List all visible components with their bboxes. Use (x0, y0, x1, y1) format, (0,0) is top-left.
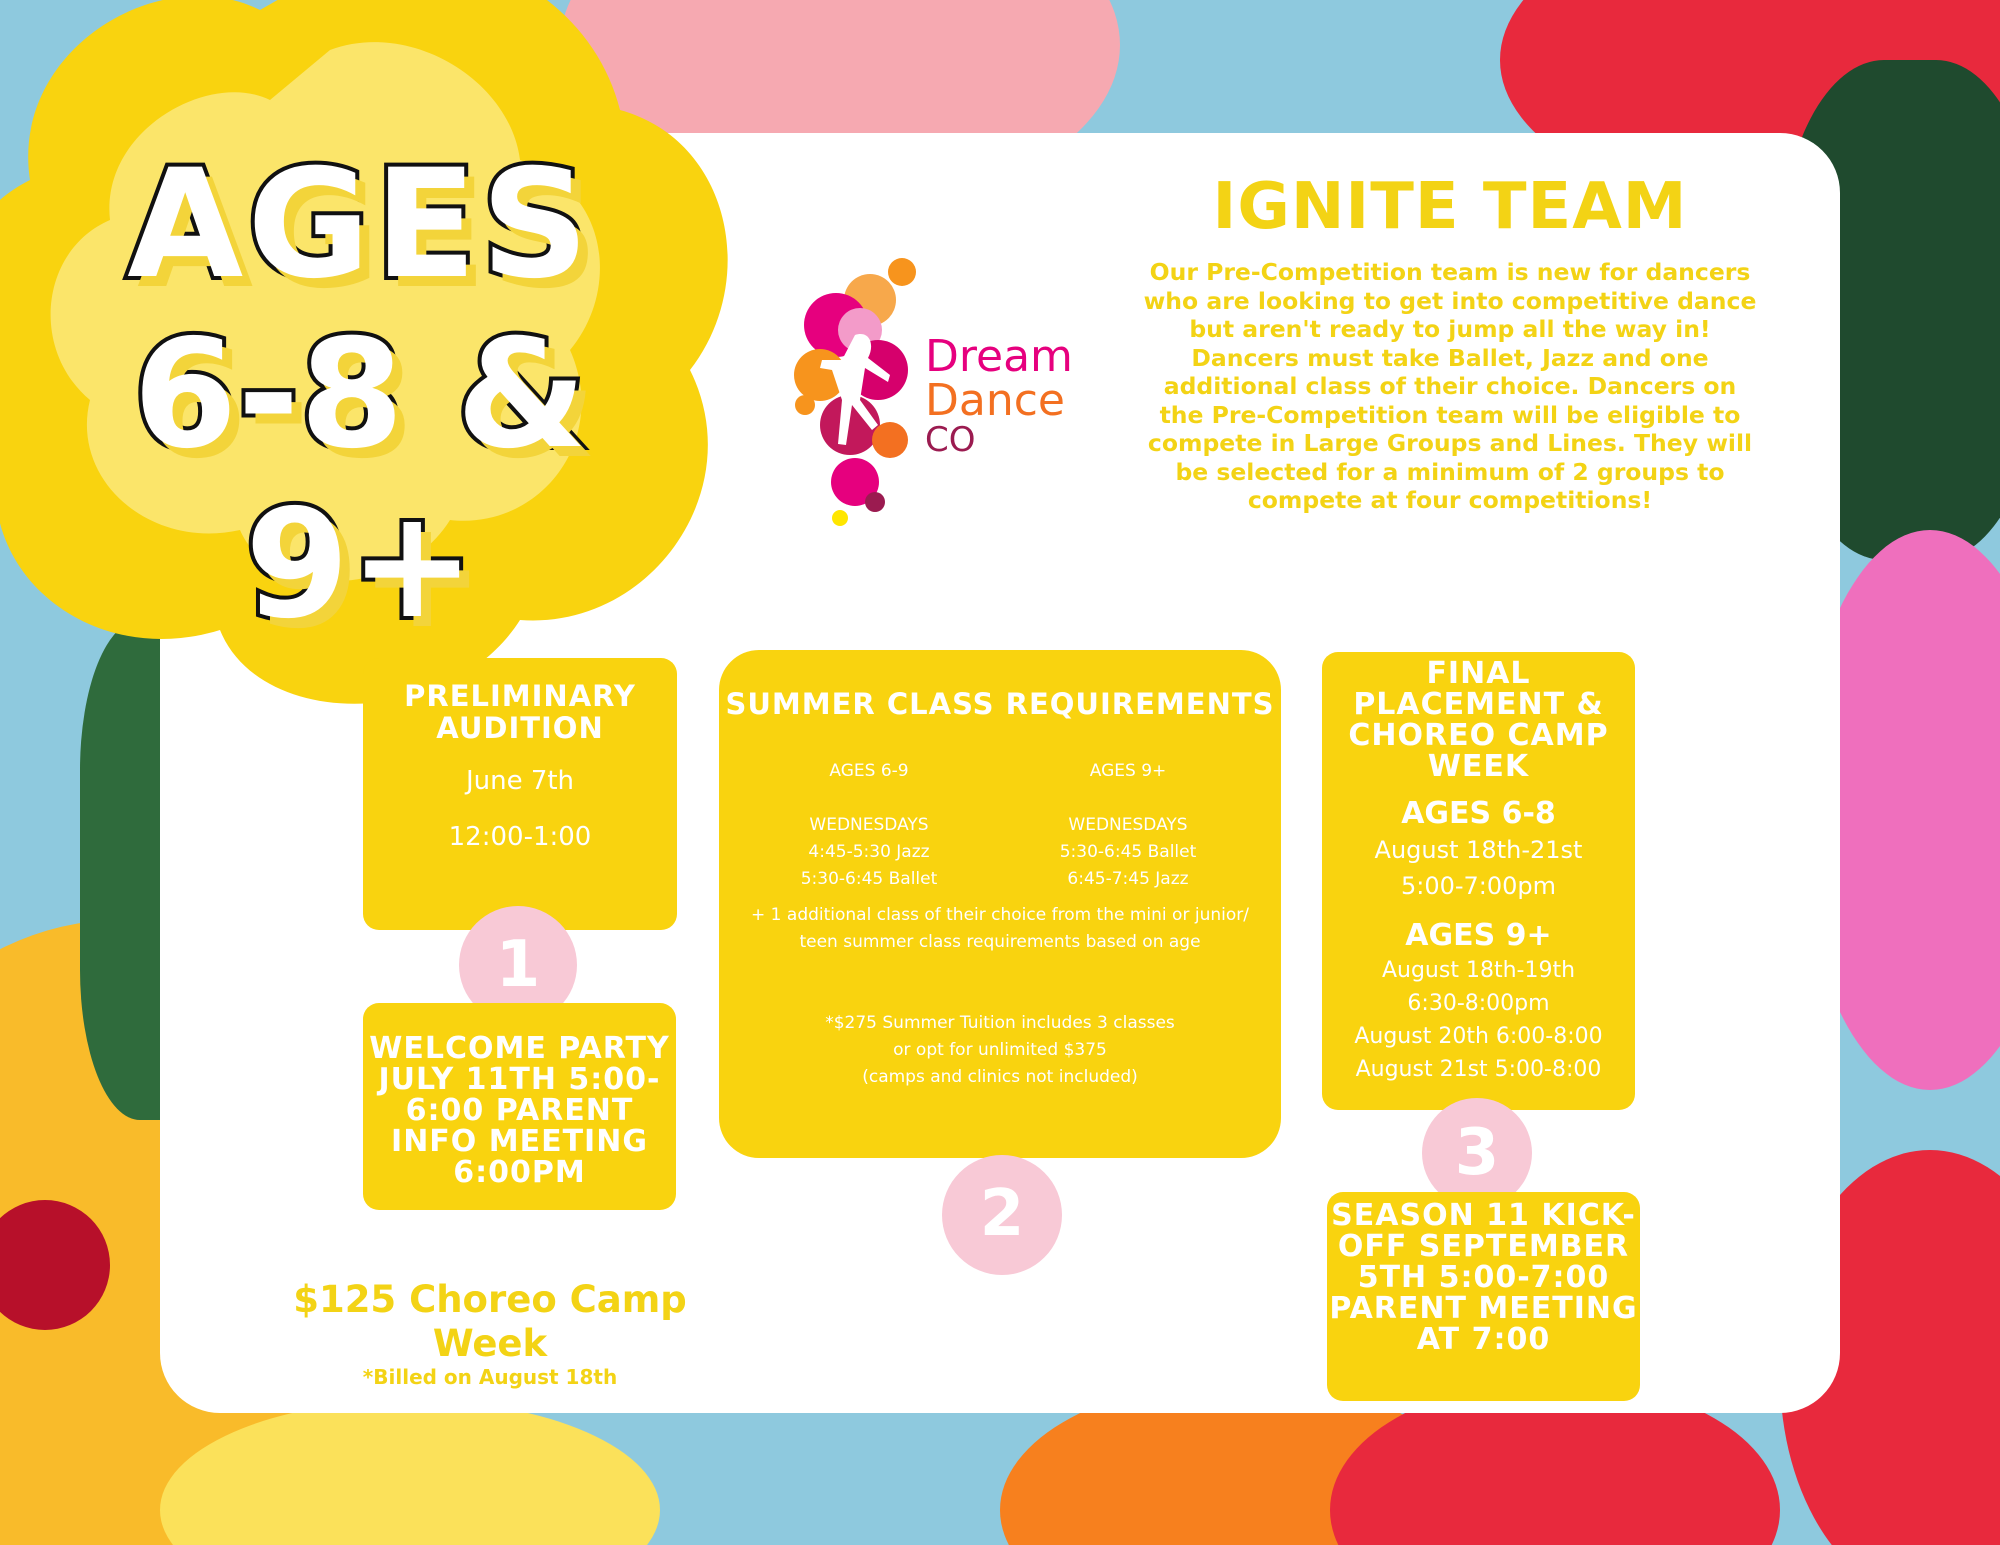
ages-line-1: AGES (127, 138, 593, 312)
summer-class-requirements-box (719, 650, 1281, 1158)
team-description: Our Pre-Competition team is new for dancers who are looking to get into competitive dance but aren't ready to jump all the way in! Dancers must take Ballet, Jazz and one additional class of their choice. Dancers on the Pre-Competition team will be eligible to compete in Large Groups and Lines. They will be selected for a minimum of 2 groups to compete at four competitions! (1143, 258, 1757, 514)
group-schedule-line: August 21st 5:00-8:00 (1355, 1057, 1602, 1082)
group-age-heading: AGES 9+ (1405, 918, 1552, 953)
audition-date: June 7th (465, 766, 575, 796)
welcome-party-heading: WELCOME PARTY JULY 11TH 5:00-6:00 PARENT INFO MEETING 6:00PM (369, 1031, 670, 1190)
audition-time: 12:00-1:00 (448, 822, 592, 852)
column-class: 6:45-7:45 Jazz (1067, 869, 1189, 889)
step-number-3: 3 (1422, 1098, 1532, 1208)
group-schedule-line: August 18th-19th (1381, 958, 1576, 983)
price-main: $125 Choreo Camp Week (293, 1278, 687, 1365)
season-kickoff-box (1327, 1192, 1640, 1401)
column-day: WEDNESDAYS (809, 815, 929, 835)
tuition-note (739, 1010, 1261, 1091)
price-note: *Billed on August 18th (362, 1365, 618, 1389)
tuition-line: or opt for unlimited $375 (893, 1040, 1107, 1060)
final-placement-box (1322, 652, 1635, 1110)
group-schedule-line: August 20th 6:00-8:00 (1354, 1024, 1603, 1049)
welcome-party-box (363, 1003, 676, 1210)
schedule-column-ages-9-plus (1008, 758, 1248, 893)
season-kickoff-heading: SEASON 11 KICK-OFF SEPTEMBER 5TH 5:00-7:00 PARENT MEETING AT 7:00 (1329, 1198, 1638, 1357)
column-age: AGES 9+ (1089, 761, 1167, 781)
group-schedule-line: 6:30-8:00pm (1407, 991, 1550, 1016)
column-class: 4:45-5:30 Jazz (808, 842, 930, 862)
column-age: AGES 6-9 (829, 761, 909, 781)
choreo-camp-price (230, 1278, 750, 1388)
logo-dream: Dream (925, 331, 1073, 382)
final-placement-heading: FINAL PLACEMENT & CHOREO CAMP WEEK (1348, 656, 1609, 784)
logo-dance: Dance (925, 375, 1065, 426)
column-day: WEDNESDAYS (1068, 815, 1188, 835)
group-dates: August 18th-21st (1374, 836, 1583, 864)
audition-heading: PRELIMINARY AUDITION (404, 679, 636, 745)
team-title: IGNITE TEAM (1212, 170, 1688, 244)
group-time: 5:00-7:00pm (1400, 872, 1557, 900)
schedule-column-ages-6-9 (749, 758, 989, 893)
preliminary-audition-box (363, 658, 677, 930)
step-number-2: 2 (942, 1155, 1062, 1275)
ages-heading (0, 140, 720, 650)
additional-class-note: + 1 additional class of their choice from the mini or junior/ teen summer class requirements based on age (751, 905, 1249, 952)
logo-wordmark (925, 331, 1073, 460)
group-age-heading: AGES 6-8 (1401, 796, 1556, 831)
step-number-1: 1 (459, 906, 577, 1024)
summer-heading: SUMMER CLASS REQUIREMENTS (725, 687, 1275, 721)
tuition-line: *$275 Summer Tuition includes 3 classes (825, 1013, 1175, 1033)
ages-line-2: 6-8 & 9+ (132, 308, 588, 652)
column-class: 5:30-6:45 Ballet (800, 869, 938, 889)
logo-co: CO (925, 420, 976, 460)
column-class: 5:30-6:45 Ballet (1059, 842, 1197, 862)
tuition-line: (camps and clinics not included) (862, 1067, 1138, 1087)
